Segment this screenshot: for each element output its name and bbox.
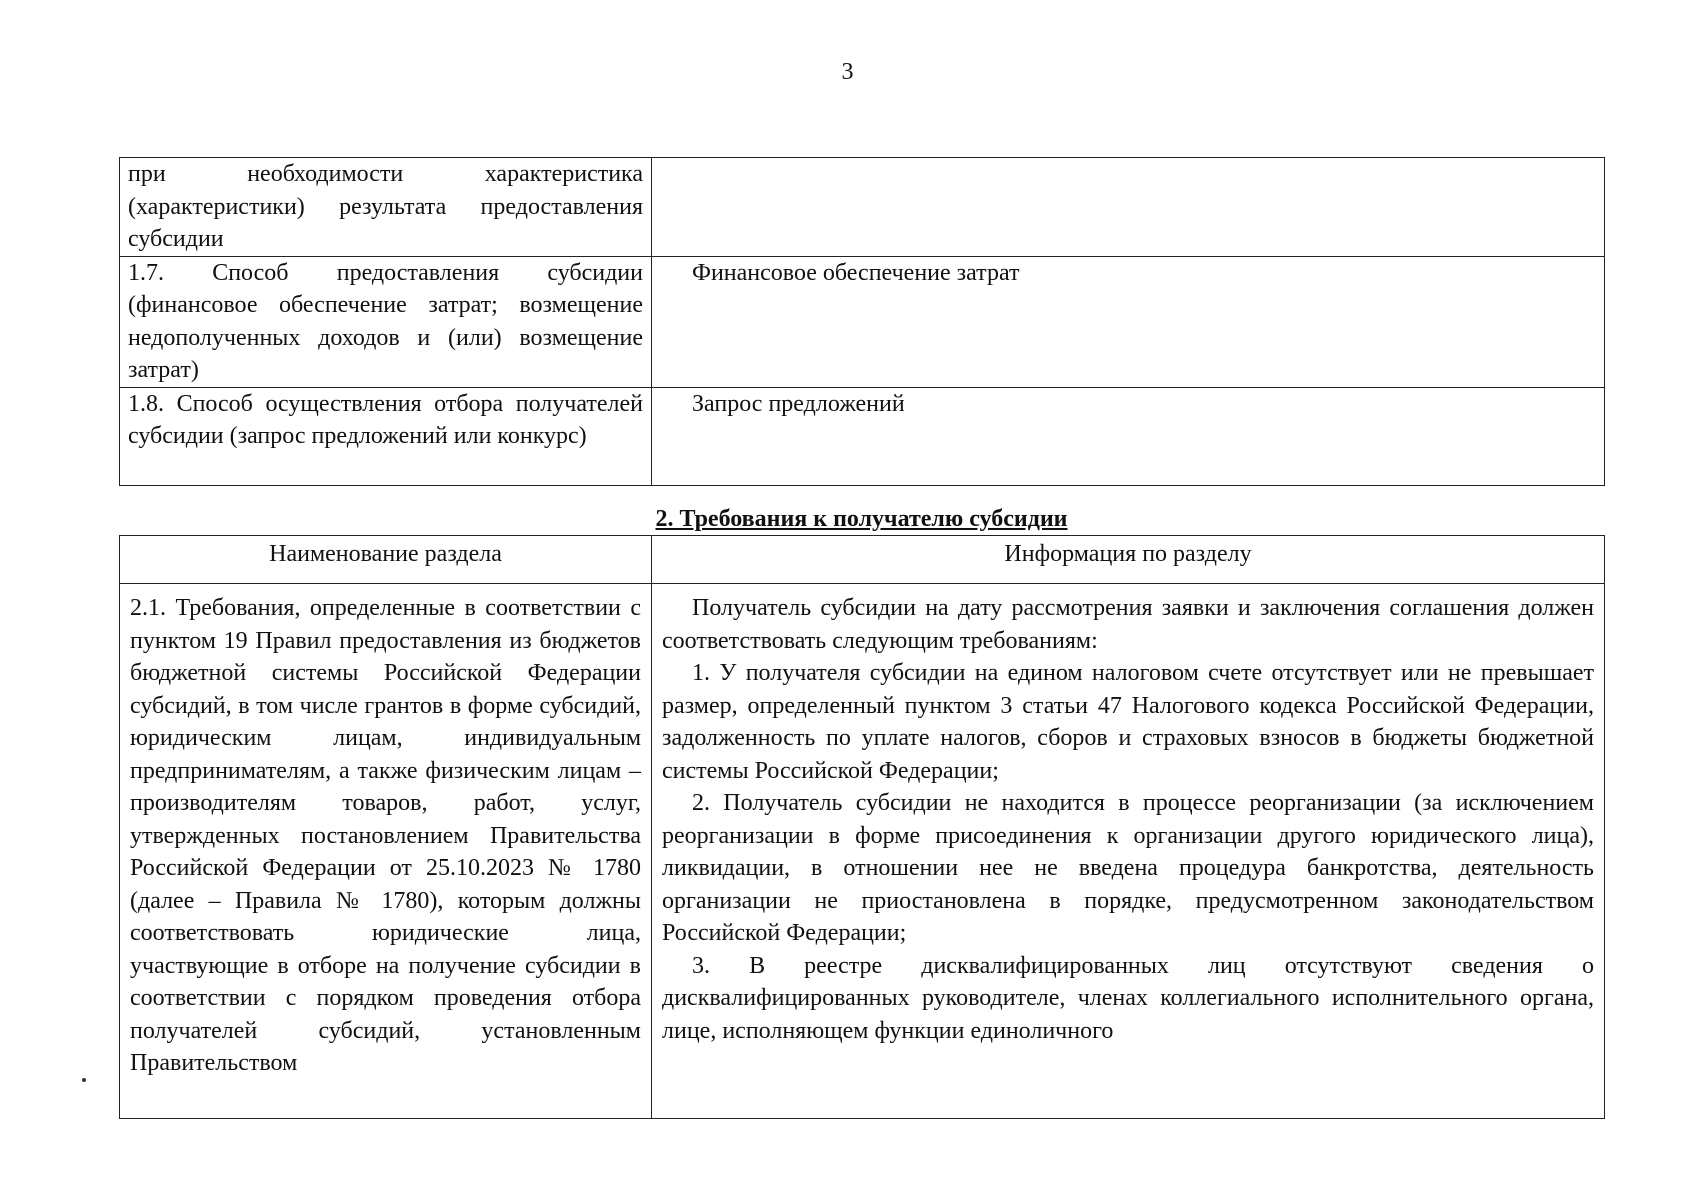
row-value: Запрос предложений <box>652 387 1605 485</box>
column-header-section-info: Информация по разделу <box>652 536 1605 584</box>
page-number: 3 <box>841 59 854 85</box>
row-label: 1.7. Способ предоставления субсидии (финансовое обеспечение затрат; возмещение недополученных доходов и (или) возмещение затрат) <box>120 256 652 387</box>
requirements-table <box>119 535 1605 1119</box>
requirement-label-cell <box>120 584 652 1119</box>
requirement-intro: Получатель субсидии на дату рассмотрения заявки и заключения соглашения должен соответствовать следующим требованиям: <box>662 595 1594 654</box>
table-row <box>120 584 1605 1119</box>
table-row <box>120 387 1605 485</box>
requirement-item-3: 3. В реестре дисквалифицированных лиц отсутствуют сведения о дисквалифицированных руководителе, членах коллегиального исполнительного органа, лице, исполняющем функции единоличного <box>662 952 1594 1044</box>
requirement-item-2: 2. Получатель субсидии не находится в процессе реорганизации (за исключением реорганизации в форме присоединения к организации другого юридического лица), ликвидации, в отношении нее не введена процедура банкротства, деятельность организации не приостановлена в порядке, предусмотренном законодательством Российской Федерации; <box>662 790 1594 946</box>
row-value <box>652 158 1605 257</box>
subsidy-parameters-table <box>119 157 1605 486</box>
requirement-item-1: 1. У получателя субсидии на едином налоговом счете отсутствует или не превышает размер, определенный пунктом 3 статьи 47 Налогового кодекса Российской Федерации, задолженность по уплате налогов, сборов и страховых взносов в бюджеты бюджетной системы Российской Федерации; <box>662 660 1594 784</box>
row-label: 1.8. Способ осуществления отбора получателей субсидии (запрос предложений или конкурс) <box>120 387 652 485</box>
row-label: при необходимости характеристика (характеристики) результата предоставления субсидии <box>120 158 652 257</box>
scan-speck <box>82 1078 86 1082</box>
requirement-info-cell <box>652 584 1605 1119</box>
column-header-section-name: Наименование раздела <box>120 536 652 584</box>
table-row <box>120 256 1605 387</box>
table-header-row <box>120 536 1605 584</box>
requirement-label: 2.1. Требования, определенные в соответствии с пунктом 19 Правил предоставления из бюджетов бюджетной системы Российской Федерации субсидий, в том числе грантов в форме субсидий, юридическим лицам, индивидуальным предпринимателям, а также физическим лицам – производителям товаров, работ, услуг, утвержденных постановлением Правительства Российской Федерации от 25.10.2023 № 1780 (далее – Правила № 1780), которым должны соответствовать юридические лица, участвующие в отборе на получение субсидии в соответствии с порядком проведения отбора получателей субсидий, установленным Правительством <box>130 595 641 1076</box>
table-row <box>120 158 1605 257</box>
section-title: 2. Требования к получателю субсидии <box>655 506 1068 532</box>
row-value: Финансовое обеспечение затрат <box>652 256 1605 387</box>
